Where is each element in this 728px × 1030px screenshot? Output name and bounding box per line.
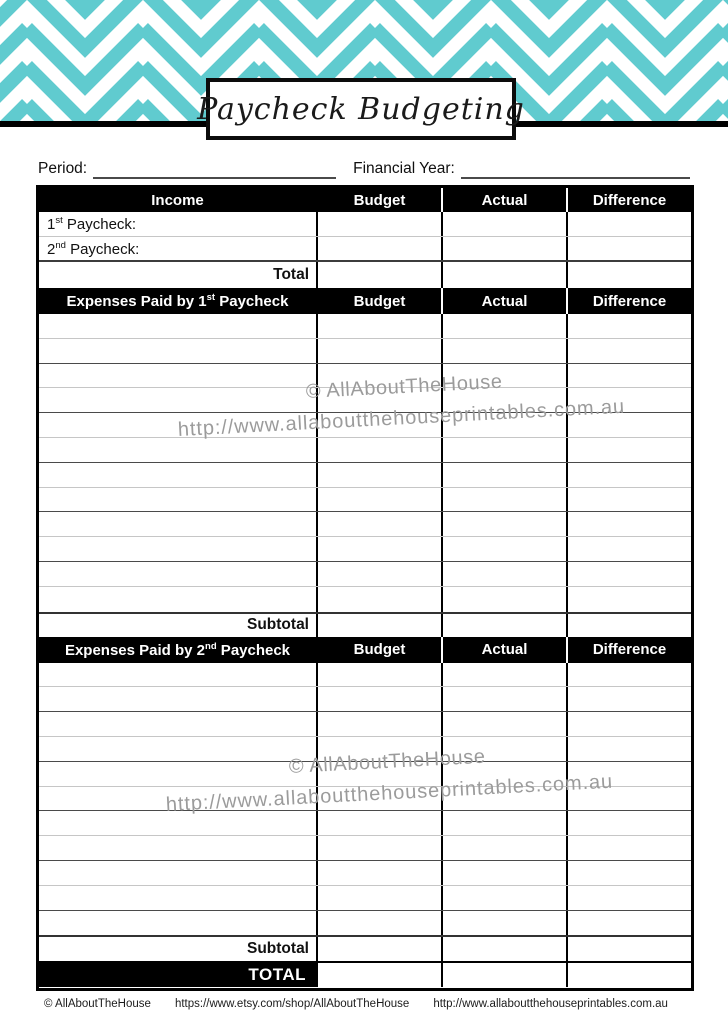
empty-cell	[316, 614, 441, 637]
empty-cell	[39, 562, 316, 586]
empty-cell	[316, 438, 441, 462]
period-blank-line	[93, 162, 336, 179]
empty-cell	[39, 438, 316, 462]
empty-cell	[566, 413, 691, 437]
empty-cell	[316, 937, 441, 961]
empty-cell	[441, 886, 566, 910]
empty-cell	[441, 512, 566, 536]
income-total-label: Total	[273, 266, 309, 283]
first-paycheck-label: 1st Paycheck:	[47, 215, 137, 233]
income-row-first-paycheck	[39, 212, 691, 237]
expense-entry-row	[39, 388, 691, 413]
empty-cell	[566, 811, 691, 835]
grand-total-label: TOTAL	[39, 963, 316, 987]
first-paycheck-label-cell	[39, 212, 316, 236]
empty-cell	[566, 562, 691, 586]
paycheck-budget-table	[36, 185, 694, 991]
subtotal-label: Subtotal	[247, 940, 309, 958]
income-header-bar	[39, 188, 691, 212]
column-header-actual: Actual	[441, 288, 566, 314]
empty-cell	[566, 614, 691, 637]
footer-copyright: © AllAboutTheHouse	[44, 998, 151, 1010]
empty-cell	[566, 911, 691, 936]
expenses-second-header-bar	[39, 637, 691, 663]
empty-cell	[39, 413, 316, 437]
empty-cell	[316, 314, 441, 338]
empty-cell	[316, 762, 441, 786]
empty-cell	[566, 438, 691, 462]
income-total-row	[39, 262, 691, 288]
empty-cell	[39, 886, 316, 910]
empty-cell	[39, 762, 316, 786]
empty-cell	[441, 388, 566, 412]
expenses-second-header-label	[39, 637, 316, 663]
financial-year-blank-line	[461, 162, 690, 179]
empty-cell	[316, 537, 441, 561]
watermark-url-1: http://www.allaboutthehouseprintables.com.au	[177, 395, 626, 441]
expense-entry-row	[39, 861, 691, 886]
empty-cell	[316, 737, 441, 761]
empty-cell	[441, 212, 566, 236]
empty-cell	[39, 663, 316, 687]
empty-cell	[316, 488, 441, 512]
empty-cell	[39, 737, 316, 761]
financial-year-label: Financial Year:	[353, 160, 455, 177]
empty-cell	[566, 388, 691, 412]
empty-cell	[316, 963, 441, 987]
empty-cell	[441, 562, 566, 586]
expense-entry-row	[39, 463, 691, 488]
expense-entry-row	[39, 737, 691, 762]
empty-cell	[566, 861, 691, 885]
period-label: Period:	[38, 160, 88, 177]
column-header-actual: Actual	[441, 188, 566, 212]
empty-cell	[566, 712, 691, 736]
empty-cell	[566, 836, 691, 860]
empty-cell	[441, 314, 566, 338]
expenses-first-title: Expenses Paid by 1st Paycheck	[66, 292, 289, 310]
column-header-actual: Actual	[441, 637, 566, 663]
empty-cell	[441, 737, 566, 761]
empty-cell	[316, 339, 441, 363]
expenses-second-entry-rows	[39, 663, 691, 936]
empty-cell	[566, 737, 691, 761]
empty-cell	[39, 388, 316, 412]
expenses-first-header-bar	[39, 288, 691, 314]
empty-cell	[39, 512, 316, 536]
empty-cell	[441, 937, 566, 961]
column-header-budget: Budget	[316, 288, 441, 314]
expenses-second-subtotal-row	[39, 935, 691, 961]
footer-credits	[44, 998, 696, 1010]
income-row-second-paycheck	[39, 237, 691, 262]
empty-cell	[566, 886, 691, 910]
empty-cell	[39, 911, 316, 936]
expense-entry-row	[39, 512, 691, 537]
watermark-copyright-2: © AllAboutTheHouse	[288, 745, 487, 778]
title-box	[197, 78, 525, 140]
empty-cell	[316, 262, 441, 288]
empty-cell	[316, 562, 441, 586]
empty-cell	[39, 811, 316, 835]
column-header-budget: Budget	[316, 637, 441, 663]
empty-cell	[566, 787, 691, 811]
footer-site-url: http://www.allaboutthehouseprintables.com.au	[433, 998, 668, 1010]
empty-cell	[566, 237, 691, 260]
empty-cell	[316, 911, 441, 936]
empty-cell	[39, 463, 316, 487]
expense-entry-row	[39, 787, 691, 812]
column-header-difference: Difference	[566, 637, 691, 663]
empty-cell	[441, 587, 566, 612]
empty-cell	[316, 712, 441, 736]
empty-cell	[39, 537, 316, 561]
empty-cell	[316, 463, 441, 487]
page-title: Paycheck Budgeting	[197, 91, 525, 127]
empty-cell	[441, 687, 566, 711]
empty-cell	[441, 463, 566, 487]
expense-entry-row	[39, 587, 691, 612]
empty-cell	[39, 314, 316, 338]
expense-entry-row	[39, 712, 691, 737]
subtotal-label: Subtotal	[247, 616, 309, 634]
empty-cell	[566, 537, 691, 561]
empty-cell	[316, 687, 441, 711]
empty-cell	[316, 512, 441, 536]
expenses-first-entry-rows	[39, 314, 691, 612]
empty-cell	[441, 339, 566, 363]
empty-cell	[566, 937, 691, 961]
empty-cell	[566, 663, 691, 687]
empty-cell	[316, 364, 441, 388]
column-header-budget: Budget	[316, 188, 441, 212]
watermark-copyright-1: © AllAboutTheHouse	[305, 370, 504, 403]
empty-cell	[39, 364, 316, 388]
expense-entry-row	[39, 836, 691, 861]
empty-cell	[441, 237, 566, 260]
empty-cell	[441, 787, 566, 811]
empty-cell	[566, 488, 691, 512]
empty-cell	[441, 811, 566, 835]
empty-cell	[39, 339, 316, 363]
expense-entry-row	[39, 687, 691, 712]
empty-cell	[316, 587, 441, 612]
empty-cell	[566, 463, 691, 487]
empty-cell	[441, 663, 566, 687]
expense-entry-row	[39, 911, 691, 936]
empty-cell	[39, 687, 316, 711]
empty-cell	[566, 512, 691, 536]
empty-cell	[39, 836, 316, 860]
empty-cell	[316, 787, 441, 811]
empty-cell	[441, 364, 566, 388]
expense-entry-row	[39, 364, 691, 389]
empty-cell	[316, 836, 441, 860]
empty-cell	[566, 587, 691, 612]
empty-cell	[441, 762, 566, 786]
empty-cell	[441, 438, 566, 462]
empty-cell	[441, 836, 566, 860]
empty-cell	[441, 712, 566, 736]
period-fields-row	[38, 160, 690, 179]
empty-cell	[441, 963, 566, 987]
empty-cell	[566, 212, 691, 236]
expense-entry-row	[39, 438, 691, 463]
empty-cell	[441, 861, 566, 885]
empty-cell	[316, 237, 441, 260]
empty-cell	[39, 861, 316, 885]
second-paycheck-label: 2nd Paycheck:	[47, 239, 140, 258]
expense-entry-row	[39, 537, 691, 562]
expense-entry-row	[39, 488, 691, 513]
income-header-label: Income	[151, 191, 204, 209]
expense-entry-row	[39, 314, 691, 339]
empty-cell	[316, 861, 441, 885]
empty-cell	[39, 587, 316, 612]
empty-cell	[39, 787, 316, 811]
empty-cell	[441, 614, 566, 637]
expense-entry-row	[39, 886, 691, 911]
empty-cell	[566, 762, 691, 786]
empty-cell	[441, 262, 566, 288]
expense-entry-row	[39, 339, 691, 364]
expense-entry-row	[39, 663, 691, 688]
empty-cell	[566, 262, 691, 288]
empty-cell	[566, 314, 691, 338]
column-header-difference: Difference	[566, 188, 691, 212]
empty-cell	[566, 339, 691, 363]
expense-entry-row	[39, 762, 691, 787]
second-paycheck-label-cell	[39, 237, 316, 260]
empty-cell	[316, 811, 441, 835]
empty-cell	[566, 364, 691, 388]
empty-cell	[316, 413, 441, 437]
empty-cell	[441, 537, 566, 561]
expenses-second-title: Expenses Paid by 2nd Paycheck	[64, 640, 291, 659]
expenses-first-header-label	[39, 288, 316, 314]
grand-total-row	[39, 961, 691, 987]
empty-cell	[441, 413, 566, 437]
footer-etsy-url: https://www.etsy.com/shop/AllAboutTheHouse	[174, 998, 410, 1010]
empty-cell	[316, 886, 441, 910]
expense-entry-row	[39, 811, 691, 836]
empty-cell	[566, 687, 691, 711]
empty-cell	[316, 663, 441, 687]
empty-cell	[39, 712, 316, 736]
expense-entry-row	[39, 413, 691, 438]
column-header-difference: Difference	[566, 288, 691, 314]
empty-cell	[316, 388, 441, 412]
expense-entry-row	[39, 562, 691, 587]
empty-cell	[441, 911, 566, 936]
empty-cell	[566, 963, 691, 987]
empty-cell	[441, 488, 566, 512]
expenses-first-subtotal-row	[39, 612, 691, 637]
watermark-url-2: http://www.allaboutthehouseprintables.com.au	[165, 770, 614, 816]
empty-cell	[39, 488, 316, 512]
empty-cell	[316, 212, 441, 236]
